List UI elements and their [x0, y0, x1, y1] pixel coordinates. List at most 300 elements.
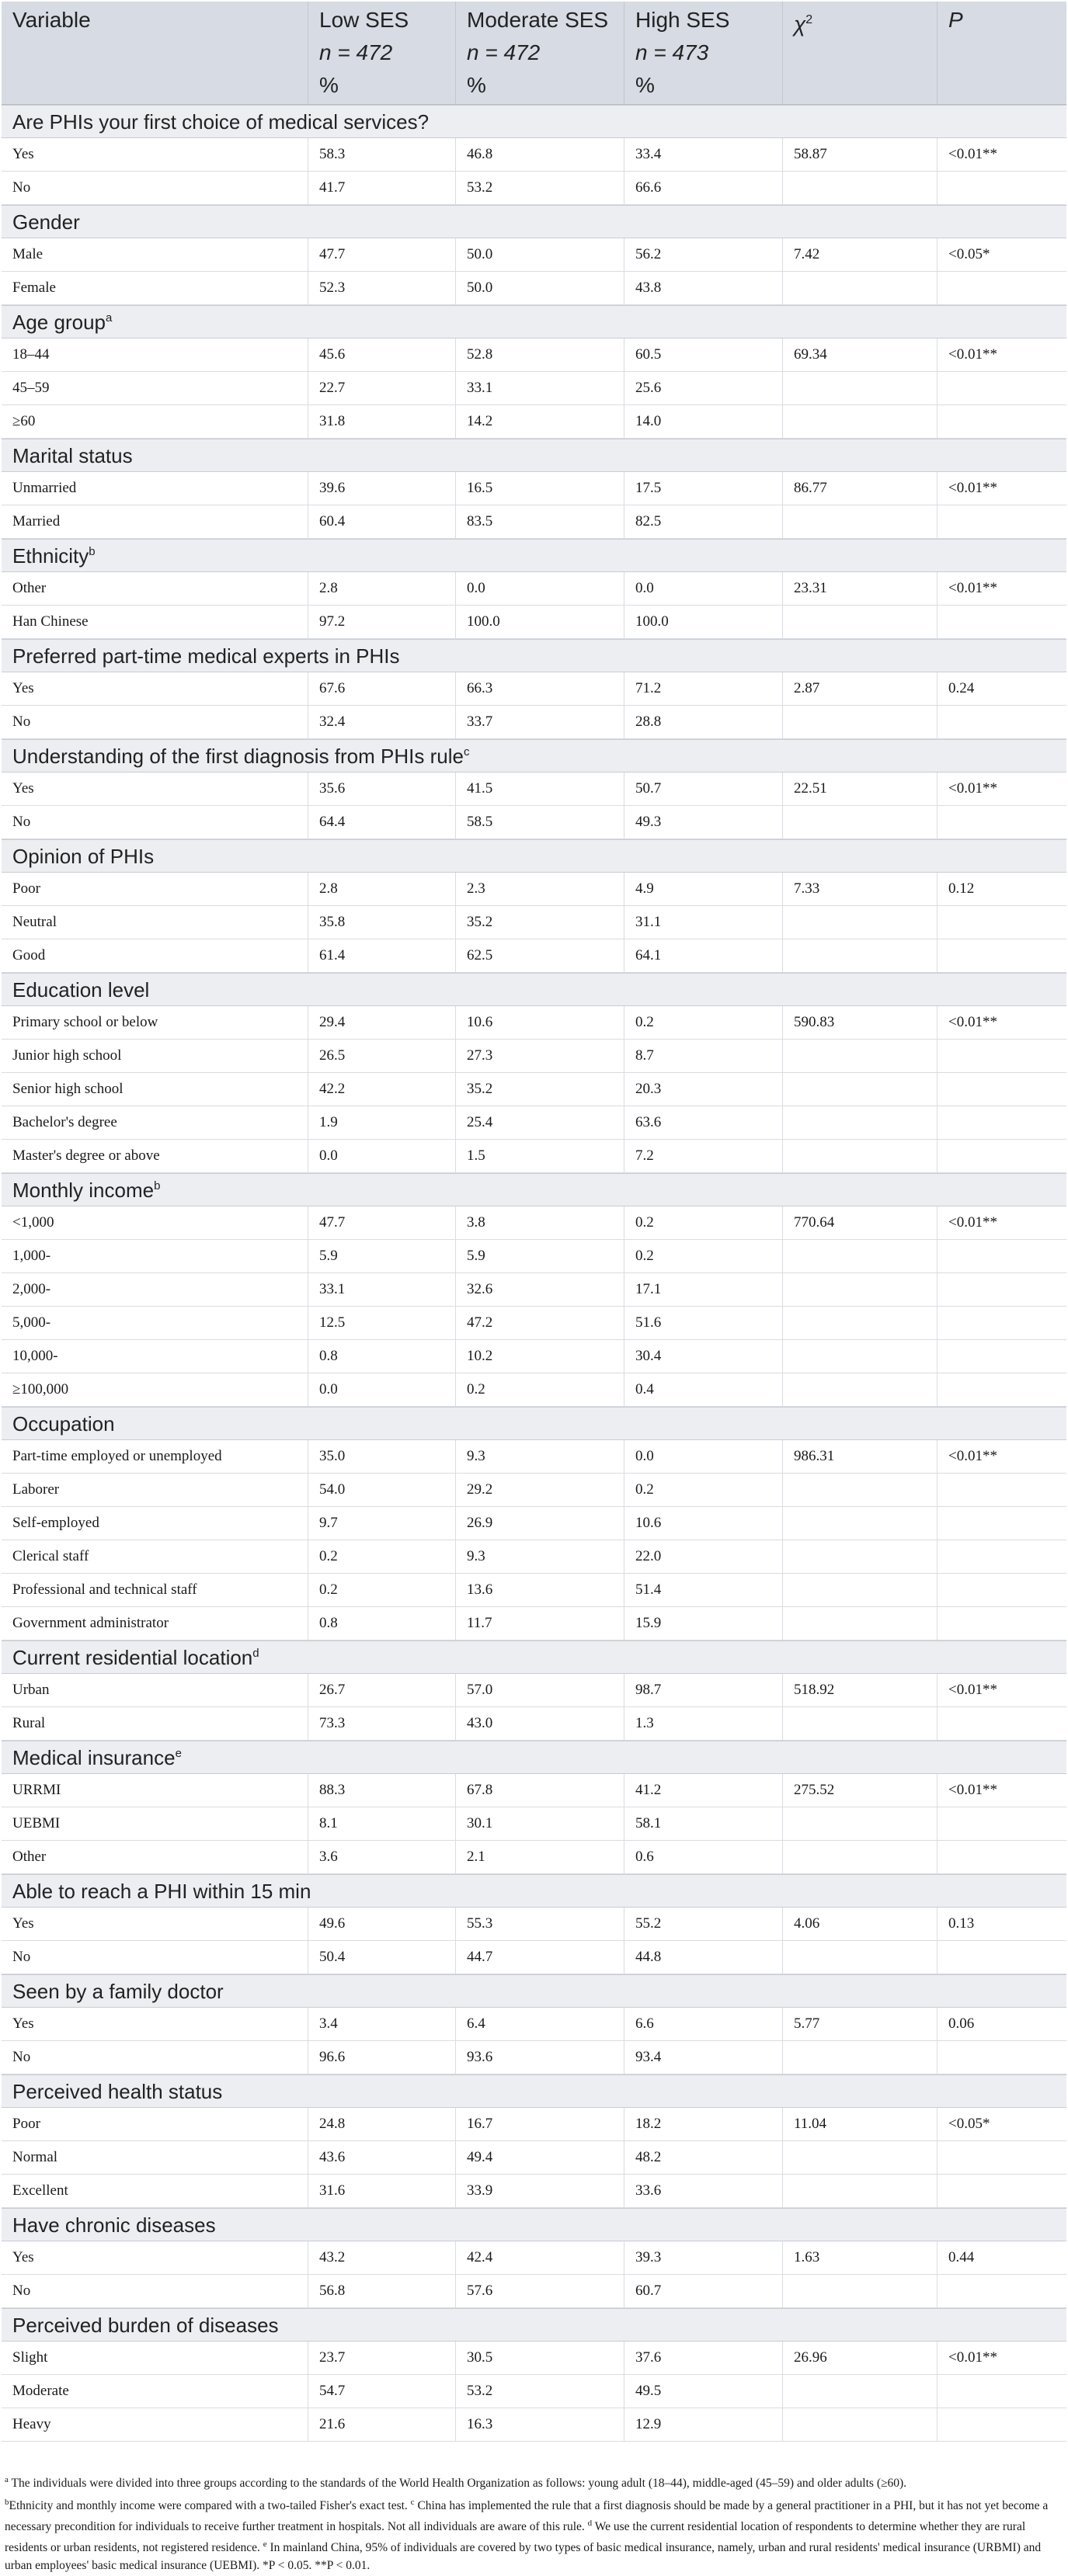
section-heading: [2, 973, 1066, 1006]
low-ses-value: 2.8: [308, 572, 455, 605]
moderate-ses-value: 83.5: [455, 505, 624, 538]
section-heading: [2, 1407, 1066, 1440]
row-label: Poor: [12, 2116, 40, 2132]
low-ses-value: 73.3: [308, 1707, 455, 1740]
low-ses-value: 45.6: [308, 338, 455, 371]
chi-square-value: [782, 1140, 937, 1172]
chi-square-value: 58.87: [782, 138, 937, 171]
low-ses-value: 0.0: [308, 1373, 455, 1406]
high-ses-value: 20.3: [624, 1073, 782, 1106]
chi-square-value: [782, 2275, 937, 2307]
p-value: [937, 505, 1066, 538]
moderate-ses-value: 33.1: [455, 372, 624, 404]
row-label: Male: [12, 246, 43, 262]
low-ses-value: 8.1: [308, 1807, 455, 1840]
table-row: [2, 1841, 1066, 1874]
section-title: Current residential location: [12, 1646, 253, 1669]
table-row: [2, 1307, 1066, 1340]
section-heading: [2, 2208, 1066, 2241]
section-heading: [2, 439, 1066, 472]
chi-square-value: [782, 1707, 937, 1740]
moderate-ses-value: 27.3: [455, 1040, 624, 1072]
table-row: [2, 572, 1066, 606]
p-value: [937, 1474, 1066, 1506]
table-row: [2, 706, 1066, 739]
table-row: [2, 1774, 1066, 1807]
row-label: No: [12, 1949, 31, 1965]
row-label: Heavy: [12, 2416, 51, 2432]
row-label: Yes: [12, 2249, 34, 2265]
table-row: [2, 1006, 1066, 1040]
moderate-ses-value: 2.3: [455, 873, 624, 905]
table-row: [2, 1474, 1066, 1507]
p-value: <0.01**: [937, 772, 1066, 805]
high-ses-value: 0.2: [624, 1240, 782, 1272]
table-row: [2, 1941, 1066, 1974]
moderate-ses-value: 55.3: [455, 1908, 624, 1940]
moderate-ses-value: 16.7: [455, 2108, 624, 2140]
section-title: Have chronic diseases: [12, 2213, 216, 2237]
table-row: [2, 1908, 1066, 1941]
high-ses-value: 64.1: [624, 939, 782, 972]
high-ses-value: 22.0: [624, 1540, 782, 1573]
header-low-ses: [308, 2, 455, 104]
section-title: Medical insurance: [12, 1746, 176, 1769]
header-group-n: n = 472: [467, 40, 541, 64]
row-label: Rural: [12, 1715, 46, 1731]
row-label: UEBMI: [12, 1815, 61, 1831]
row-label: Laborer: [12, 1481, 60, 1498]
moderate-ses-value: 29.2: [455, 1474, 624, 1506]
high-ses-value: 41.2: [624, 1774, 782, 1807]
moderate-ses-value: 14.2: [455, 405, 624, 438]
moderate-ses-value: 0.2: [455, 1373, 624, 1406]
footnote-line-2: [5, 2494, 1063, 2574]
chi-square-value: [782, 1574, 937, 1606]
low-ses-value: 9.7: [308, 1507, 455, 1540]
moderate-ses-value: 46.8: [455, 138, 624, 171]
p-value: 0.06: [937, 2008, 1066, 2040]
table-row: [2, 2175, 1066, 2208]
table-row: [2, 1674, 1066, 1707]
header-group-n: n = 473: [635, 40, 709, 64]
footnote-marker: e: [263, 2540, 267, 2550]
moderate-ses-value: 67.8: [455, 1774, 624, 1807]
low-ses-value: 31.8: [308, 405, 455, 438]
low-ses-value: 49.6: [308, 1908, 455, 1940]
section-heading: [2, 1874, 1066, 1908]
moderate-ses-value: 50.0: [455, 272, 624, 304]
chi-square-value: [782, 1340, 937, 1373]
row-label: Moderate: [12, 2383, 69, 2399]
low-ses-value: 23.7: [308, 2342, 455, 2374]
row-label: No: [12, 179, 31, 196]
row-label: No: [12, 814, 31, 830]
moderate-ses-value: 16.5: [455, 472, 624, 505]
low-ses-value: 33.1: [308, 1273, 455, 1306]
table-row: [2, 939, 1066, 973]
header-group-unit: %: [319, 73, 339, 97]
high-ses-value: 7.2: [624, 1140, 782, 1172]
moderate-ses-value: 50.0: [455, 238, 624, 271]
low-ses-value: 26.5: [308, 1040, 455, 1072]
high-ses-value: 100.0: [624, 606, 782, 638]
p-value: [937, 939, 1066, 972]
table-row: [2, 1106, 1066, 1140]
chi-square-value: 986.31: [782, 1440, 937, 1473]
table-row: [2, 2108, 1066, 2141]
section-footnote-marker: e: [175, 1747, 182, 1760]
high-ses-value: 17.5: [624, 472, 782, 505]
p-value: <0.01**: [937, 138, 1066, 171]
chi-square-value: 86.77: [782, 472, 937, 505]
row-label: 45–59: [12, 380, 50, 396]
chi-square-value: 69.34: [782, 338, 937, 371]
moderate-ses-value: 6.4: [455, 2008, 624, 2040]
section-heading: [2, 839, 1066, 873]
table-row: [2, 772, 1066, 806]
p-value: [937, 2141, 1066, 2174]
section-footnote-marker: b: [89, 545, 96, 558]
low-ses-value: 35.8: [308, 906, 455, 939]
section-title: Perceived health status: [12, 2080, 223, 2103]
p-value: [937, 1340, 1066, 1373]
table-row: [2, 338, 1066, 372]
chi-square-value: [782, 2375, 937, 2408]
table-header: [2, 2, 1066, 105]
moderate-ses-value: 35.2: [455, 906, 624, 939]
chi-square-value: [782, 172, 937, 204]
table-row: [2, 505, 1066, 539]
moderate-ses-value: 33.7: [455, 706, 624, 738]
row-label: Poor: [12, 880, 40, 897]
header-group-unit: %: [467, 73, 486, 97]
p-value: <0.01**: [937, 1206, 1066, 1239]
low-ses-value: 31.6: [308, 2175, 455, 2207]
high-ses-value: 48.2: [624, 2141, 782, 2174]
moderate-ses-value: 25.4: [455, 1106, 624, 1139]
table-row: [2, 1140, 1066, 1173]
table-row: [2, 1040, 1066, 1073]
high-ses-value: 93.4: [624, 2041, 782, 2074]
row-label: Master's degree or above: [12, 1147, 160, 1164]
p-value: [937, 1841, 1066, 1873]
moderate-ses-value: 3.8: [455, 1206, 624, 1239]
low-ses-value: 3.6: [308, 1841, 455, 1873]
low-ses-value: 21.6: [308, 2408, 455, 2441]
section-title: Able to reach a PHI within 15 min: [12, 1880, 311, 1903]
chi-square-value: [782, 405, 937, 438]
high-ses-value: 31.1: [624, 906, 782, 939]
chi-square-value: [782, 1540, 937, 1573]
high-ses-value: 50.7: [624, 772, 782, 805]
moderate-ses-value: 100.0: [455, 606, 624, 638]
section-title: Are PHIs your first choice of medical services?: [12, 110, 430, 134]
table-row: [2, 2342, 1066, 2375]
row-label: 2,000-: [12, 1281, 51, 1297]
section-title: Occupation: [12, 1412, 115, 1436]
header-p-value: [937, 2, 1066, 104]
row-label: Yes: [12, 680, 34, 696]
chi-square-value: 5.77: [782, 2008, 937, 2040]
section-heading: [2, 205, 1066, 238]
p-value: <0.01**: [937, 472, 1066, 505]
p-value: [937, 1807, 1066, 1840]
table-row: [2, 606, 1066, 639]
table-row: [2, 2008, 1066, 2041]
moderate-ses-value: 5.9: [455, 1240, 624, 1272]
chi-square-value: [782, 606, 937, 638]
table-row: [2, 1073, 1066, 1106]
row-label: 5,000-: [12, 1314, 51, 1331]
section-title: Education level: [12, 978, 150, 1002]
moderate-ses-value: 30.5: [455, 2342, 624, 2374]
row-label: Neutral: [12, 914, 57, 930]
moderate-ses-value: 0.0: [455, 572, 624, 605]
row-label: Female: [12, 279, 56, 296]
row-label: ≥60: [12, 413, 36, 429]
moderate-ses-value: 2.1: [455, 1841, 624, 1873]
header-group-name: Low SES: [319, 8, 409, 32]
low-ses-value: 41.7: [308, 172, 455, 204]
high-ses-value: 28.8: [624, 706, 782, 738]
chi-square-value: 275.52: [782, 1774, 937, 1807]
chi-square-value: [782, 1307, 937, 1339]
high-ses-value: 60.5: [624, 338, 782, 371]
p-value: [937, 1273, 1066, 1306]
moderate-ses-value: 52.8: [455, 338, 624, 371]
high-ses-value: 66.6: [624, 172, 782, 204]
chi-square-value: [782, 1941, 937, 1974]
row-label: Married: [12, 513, 61, 529]
high-ses-value: 30.4: [624, 1340, 782, 1373]
row-label: Yes: [12, 1915, 34, 1932]
p-value: [937, 2408, 1066, 2441]
footnote-marker: c: [410, 2498, 415, 2508]
chi-square-value: [782, 272, 937, 304]
p-value: [937, 906, 1066, 939]
high-ses-value: 1.3: [624, 1707, 782, 1740]
moderate-ses-value: 53.2: [455, 2375, 624, 2408]
moderate-ses-value: 32.6: [455, 1273, 624, 1306]
chi-square-value: [782, 706, 937, 738]
low-ses-value: 43.2: [308, 2241, 455, 2274]
header-group-n: n = 472: [319, 40, 393, 64]
p-value: [937, 1240, 1066, 1272]
row-label: Excellent: [12, 2182, 68, 2199]
row-label: Han Chinese: [12, 613, 89, 630]
section-heading: [2, 739, 1066, 772]
table-body: [2, 105, 1066, 2442]
high-ses-value: 33.4: [624, 138, 782, 171]
low-ses-value: 0.2: [308, 1574, 455, 1606]
section-heading: [2, 1974, 1066, 2008]
p-value: <0.01**: [937, 338, 1066, 371]
row-label: No: [12, 713, 31, 730]
p-value: 0.13: [937, 1908, 1066, 1940]
low-ses-value: 12.5: [308, 1307, 455, 1339]
row-label: Urban: [12, 1682, 50, 1698]
table-row: [2, 138, 1066, 172]
high-ses-value: 10.6: [624, 1507, 782, 1540]
row-label: Bachelor's degree: [12, 1114, 117, 1130]
high-ses-value: 56.2: [624, 238, 782, 271]
moderate-ses-value: 26.9: [455, 1507, 624, 1540]
row-label: Primary school or below: [12, 1014, 158, 1030]
row-label: Clerical staff: [12, 1548, 89, 1564]
moderate-ses-value: 57.6: [455, 2275, 624, 2307]
low-ses-value: 56.8: [308, 2275, 455, 2307]
low-ses-value: 29.4: [308, 1006, 455, 1039]
low-ses-value: 60.4: [308, 505, 455, 538]
low-ses-value: 64.4: [308, 806, 455, 838]
header-variable-label: Variable: [12, 8, 91, 32]
p-value: [937, 1307, 1066, 1339]
high-ses-value: 33.6: [624, 2175, 782, 2207]
chi-square-value: [782, 372, 937, 404]
section-footnote-marker: d: [252, 1647, 259, 1660]
low-ses-value: 50.4: [308, 1941, 455, 1974]
chi-square-value: [782, 505, 937, 538]
header-variable: [2, 2, 308, 104]
section-heading: [2, 305, 1066, 338]
chi-square-value: [782, 939, 937, 972]
table-row: [2, 2375, 1066, 2408]
table-row: [2, 1440, 1066, 1474]
section-title: Monthly income: [12, 1179, 155, 1202]
chi-square-value: 11.04: [782, 2108, 937, 2140]
high-ses-value: 55.2: [624, 1908, 782, 1940]
high-ses-value: 60.7: [624, 2275, 782, 2307]
moderate-ses-value: 49.4: [455, 2141, 624, 2174]
p-value: <0.05*: [937, 2108, 1066, 2140]
moderate-ses-value: 9.3: [455, 1440, 624, 1473]
table-row: [2, 1273, 1066, 1307]
table-row: [2, 1206, 1066, 1240]
low-ses-value: 5.9: [308, 1240, 455, 1272]
p-value: [937, 2275, 1066, 2307]
section-title: Ethnicity: [12, 544, 89, 568]
p-value: [937, 405, 1066, 438]
header-chi-sup: 2: [805, 13, 813, 26]
table-row: [2, 1707, 1066, 1741]
row-label: Good: [12, 947, 46, 963]
p-value: [937, 2041, 1066, 2074]
chi-square-value: [782, 1607, 937, 1640]
section-heading: [2, 1640, 1066, 1674]
footnote-text: The individuals were divided into three groups according to the standards of the World Health Organization as follows: young adult (18–44), middle-aged (45–59) and older adults (≥60).: [8, 2477, 907, 2491]
chi-square-value: [782, 1273, 937, 1306]
high-ses-value: 14.0: [624, 405, 782, 438]
p-value: [937, 1040, 1066, 1072]
chi-square-value: [782, 1106, 937, 1139]
header-group-name: Moderate SES: [467, 8, 609, 32]
chi-square-value: [782, 1474, 937, 1506]
p-value: <0.05*: [937, 238, 1066, 271]
header-group-unit: %: [635, 73, 655, 97]
high-ses-value: 51.6: [624, 1307, 782, 1339]
moderate-ses-value: 57.0: [455, 1674, 624, 1706]
p-value: [937, 1373, 1066, 1406]
table-row: [2, 1807, 1066, 1841]
p-value: [937, 1140, 1066, 1172]
table-row: [2, 1574, 1066, 1607]
table-row: [2, 1540, 1066, 1574]
p-value: [937, 272, 1066, 304]
high-ses-value: 71.2: [624, 672, 782, 705]
high-ses-value: 0.0: [624, 1440, 782, 1473]
section-footnote-marker: a: [105, 311, 113, 325]
row-label: 18–44: [12, 346, 50, 363]
low-ses-value: 35.0: [308, 1440, 455, 1473]
chi-square-value: 4.06: [782, 1908, 937, 1940]
chi-square-value: 590.83: [782, 1006, 937, 1039]
footnote-text: China has implemented the rule that a first diagnosis should be made by a general practitioner in a PHI, but it has not yet become a necessary precondition for individuals to receive further treatment in hospitals. Not all individuals are aware of this rule.: [5, 2499, 1049, 2534]
low-ses-value: 0.2: [308, 1540, 455, 1573]
row-label: Yes: [12, 780, 34, 797]
p-value: [937, 1507, 1066, 1540]
chi-square-value: [782, 1240, 937, 1272]
p-value: <0.01**: [937, 2342, 1066, 2374]
moderate-ses-value: 66.3: [455, 672, 624, 705]
low-ses-value: 3.4: [308, 2008, 455, 2040]
high-ses-value: 25.6: [624, 372, 782, 404]
p-value: [937, 1574, 1066, 1606]
section-footnote-marker: b: [154, 1179, 161, 1193]
p-value: 0.24: [937, 672, 1066, 705]
chi-square-value: [782, 2175, 937, 2207]
p-value: <0.01**: [937, 1674, 1066, 1706]
p-value: [937, 172, 1066, 204]
row-label: Yes: [12, 2015, 34, 2032]
section-title: Opinion of PHIs: [12, 845, 155, 868]
p-value: [937, 706, 1066, 738]
section-heading: [2, 2308, 1066, 2342]
row-label: URRMI: [12, 1782, 61, 1798]
chi-square-value: [782, 2041, 937, 2074]
section-footnote-marker: c: [463, 745, 470, 759]
row-label: Part-time employed or unemployed: [12, 1448, 222, 1464]
table-row: [2, 172, 1066, 205]
table-row: [2, 1373, 1066, 1407]
table-row: [2, 2241, 1066, 2275]
high-ses-value: 0.6: [624, 1841, 782, 1873]
p-value: <0.01**: [937, 1440, 1066, 1473]
high-ses-value: 18.2: [624, 2108, 782, 2140]
footnote-marker: a: [5, 2475, 9, 2484]
chi-square-value: [782, 1507, 937, 1540]
chi-square-value: [782, 2141, 937, 2174]
footnote-marker: b: [5, 2498, 9, 2508]
table-row: [2, 806, 1066, 839]
low-ses-value: 67.6: [308, 672, 455, 705]
low-ses-value: 0.8: [308, 1607, 455, 1640]
section-heading: [2, 105, 1066, 138]
row-label: Senior high school: [12, 1081, 123, 1097]
table-row: [2, 272, 1066, 305]
section-title: Age group: [12, 311, 106, 334]
row-label: Professional and technical staff: [12, 1581, 197, 1598]
row-label: Self-employed: [12, 1515, 99, 1531]
low-ses-value: 96.6: [308, 2041, 455, 2074]
high-ses-value: 0.4: [624, 1373, 782, 1406]
low-ses-value: 61.4: [308, 939, 455, 972]
section-heading: [2, 1741, 1066, 1774]
table-row: [2, 472, 1066, 505]
section-title: Understanding of the first diagnosis from PHIs rule: [12, 745, 464, 768]
low-ses-value: 54.7: [308, 2375, 455, 2408]
low-ses-value: 47.7: [308, 1206, 455, 1239]
